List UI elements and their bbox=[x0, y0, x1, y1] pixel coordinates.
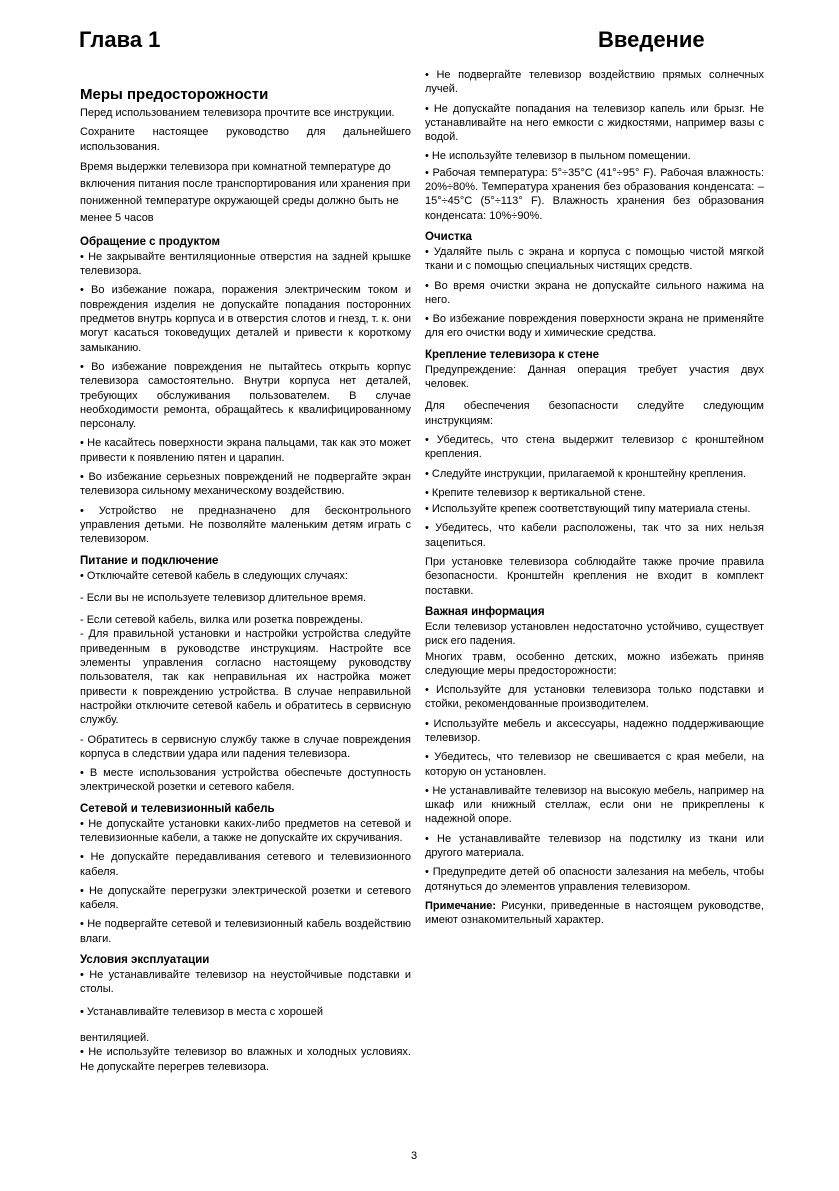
section-heading: Сетевой и телевизионный кабель bbox=[80, 802, 275, 815]
list-item: • Отключайте сетевой кабель в следующих случаях: bbox=[80, 569, 348, 582]
list-item: • Во время очистки экрана не допускайте сильного нажима на него. bbox=[425, 279, 764, 306]
intro-paragraph: Сохраните настоящее руководство для дальнейшего использования. bbox=[80, 126, 411, 153]
section-heading: Важная информация bbox=[425, 605, 545, 618]
list-item: • Не касайтесь поверхности экрана пальцами, так как это может привести к появлению пятен и царапин. bbox=[80, 437, 411, 464]
section-heading: Крепление телевизора к стене bbox=[425, 348, 600, 361]
intro-paragraph: Перед использованием телевизора прочтите все инструкции. bbox=[80, 107, 395, 119]
note-paragraph bbox=[425, 899, 764, 928]
list-item: • Не допускайте передавливания сетевого и телевизионного кабеля. bbox=[80, 851, 411, 878]
section-heading: Условия эксплуатации bbox=[80, 954, 210, 967]
list-item: При установке телевизора соблюдайте также прочие правила безопасности. Кронштейн крепления не входит в комплект поставки. bbox=[425, 556, 764, 597]
list-item: вентиляцией. bbox=[80, 1031, 150, 1044]
list-item: • Следуйте инструкции, прилагаемой к кронштейну крепления. bbox=[425, 467, 747, 480]
list-item: • Не устанавливайте телевизор на подстилку из ткани или другого материала. bbox=[425, 832, 764, 860]
list-item: • Не допускайте установки каких-либо предметов на сетевой и телевизионные кабели, а также не допускайте их скручивания. bbox=[80, 817, 411, 844]
list-item: • Рабочая температура: 5°÷35°C (41°÷95° F). Рабочая влажность: 20%÷80%. Температура хранения без образования конденсата: –15°÷45°C (5°÷113° F). Влажность хранения без образования конденсата: 10%÷90%. bbox=[425, 166, 764, 222]
section-heading: Обращение с продуктом bbox=[80, 235, 221, 248]
section-title: Введение bbox=[598, 27, 705, 52]
list-item: • Устройство не предназначено для бесконтрольного управления детьми. Не позволяйте маленьким детям играть с телевизором. bbox=[80, 504, 411, 546]
section-heading: Питание и подключение bbox=[80, 554, 219, 567]
list-item: - Если сетевой кабель, вилка или розетка повреждены. bbox=[80, 614, 364, 627]
list-item: • Не закрывайте вентиляционные отверстия на задней крышке телевизора. bbox=[80, 250, 411, 278]
list-item: Если телевизор установлен недостаточно устойчиво, существует риск его падения. bbox=[425, 620, 764, 648]
list-item: • Во избежание пожара, поражения электрическим током и повреждения изделия не допускайте попадания посторонних предметов внутрь корпуса и в отверстия слотов и гнезд, т. к. они могут касаться токоведущих деталей и привести к короткому замыканию. bbox=[80, 284, 411, 354]
page-number: 3 bbox=[411, 1150, 418, 1162]
list-item: • Убедитесь, что телевизор не свешивается с края мебели, на которую он установлен. bbox=[425, 751, 764, 778]
section-heading: Очистка bbox=[425, 230, 472, 243]
list-item: - Если вы не используете телевизор длительное время. bbox=[80, 591, 367, 604]
note-text: Рисунки, приведенные в настоящем руководстве, имеют ознакомительный характер. bbox=[425, 899, 764, 927]
chapter-title: Глава 1 bbox=[79, 27, 161, 52]
intro-paragraph: Время выдержки телевизора при комнатной температуре до включения питания после транспортирования или хранения при пониженной температуре окружающей среды должно быть не менее 5 часов bbox=[80, 160, 411, 224]
list-item: • Используйте крепеж соответствующий типу материала стены. bbox=[425, 503, 751, 516]
right-column bbox=[425, 68, 764, 933]
note-label: Примечание: bbox=[425, 899, 497, 912]
list-item: • Удаляйте пыль с экрана и корпуса с помощью чистой мягкой ткани и с помощью специальных чистящих средств. bbox=[425, 245, 764, 273]
list-item: • Во избежание повреждения поверхности экрана не применяйте для его очистки воду и химические средства. bbox=[425, 313, 764, 340]
list-item: • Крепите телевизор к вертикальной стене. bbox=[425, 486, 646, 499]
list-item: Многих травм, особенно детских, можно избежать приняв следующие меры предосторожности: bbox=[425, 650, 764, 677]
list-item: • Убедитесь, что кабели расположены, так что за них нельзя зацепиться. bbox=[425, 522, 764, 549]
left-column bbox=[80, 86, 411, 1079]
list-item: • Используйте мебель и аксессуары, надежно поддерживающие телевизор. bbox=[425, 717, 764, 744]
list-item: • Предупредите детей об опасности залезания на мебель, чтобы дотянуться до элементов управления телевизором. bbox=[425, 866, 764, 893]
list-item: • Убедитесь, что стена выдержит телевизор с кронштейном крепления. bbox=[425, 433, 764, 461]
list-item: • В месте использования устройства обеспечьте доступность электрической розетки и сетевого кабеля. bbox=[80, 767, 411, 794]
list-item: • Во избежание серьезных повреждений не подвергайте экран телевизора сильному механическому воздействию. bbox=[80, 471, 411, 498]
list-item: • Не используйте телевизор во влажных и холодных условиях. Не допускайте перегрев телевизора. bbox=[80, 1046, 411, 1073]
list-item: • Не подвергайте телевизор воздействию прямых солнечных лучей. bbox=[425, 69, 764, 96]
list-item: • Не используйте телевизор в пыльном помещении. bbox=[425, 150, 691, 163]
list-item: • Не устанавливайте телевизор на неустойчивые подставки и столы. bbox=[80, 969, 411, 996]
list-item: • Устанавливайте телевизор в места с хорошей bbox=[80, 1005, 324, 1018]
list-item: - Обратитесь в сервисную службу также в случае повреждения корпуса в следствии удара или падения телевизора. bbox=[80, 733, 411, 760]
page-title: Меры предосторожности bbox=[80, 86, 269, 103]
list-item: Предупреждение: Данная операция требует участия двух человек. bbox=[425, 363, 764, 391]
list-item: - Для правильной установки и настройки устройства следуйте приведенным в руководстве инструкциям. Настройте все элементы управления согласно настоящему руководству пользователя, так как неправильная их настройка может привести к повреждению устройства. В случае неправильной настройки отключите сетевой кабель и обратитесь в сервисную службу. bbox=[80, 628, 411, 727]
list-item: • Используйте для установки телевизора только подставки и стойки, рекомендованные производителем. bbox=[425, 684, 764, 711]
list-item: • Не допускайте попадания на телевизор капель или брызг. Не устанавливайте на него емкости с жидкостями, например вазы с водой. bbox=[425, 102, 764, 144]
list-item: • Во избежание повреждения не пытайтесь открыть корпус телевизора самостоятельно. Внутри корпуса нет деталей, требующих обслуживания пользователем. В случае необходимости ремонта, обращайтесь к квалифицированному персоналу. bbox=[80, 360, 411, 431]
list-item: Для обеспечения безопасности следуйте следующим инструкциям: bbox=[425, 400, 764, 427]
list-item: • Не допускайте перегрузки электрической розетки и сетевого кабеля. bbox=[80, 884, 411, 912]
list-item: • Не устанавливайте телевизор на высокую мебель, например на шкаф или книжный стеллаж, если они не прикреплены к надежной опоре. bbox=[425, 784, 764, 826]
list-item: • Не подвергайте сетевой и телевизионный кабель воздействию влаги. bbox=[80, 918, 411, 945]
